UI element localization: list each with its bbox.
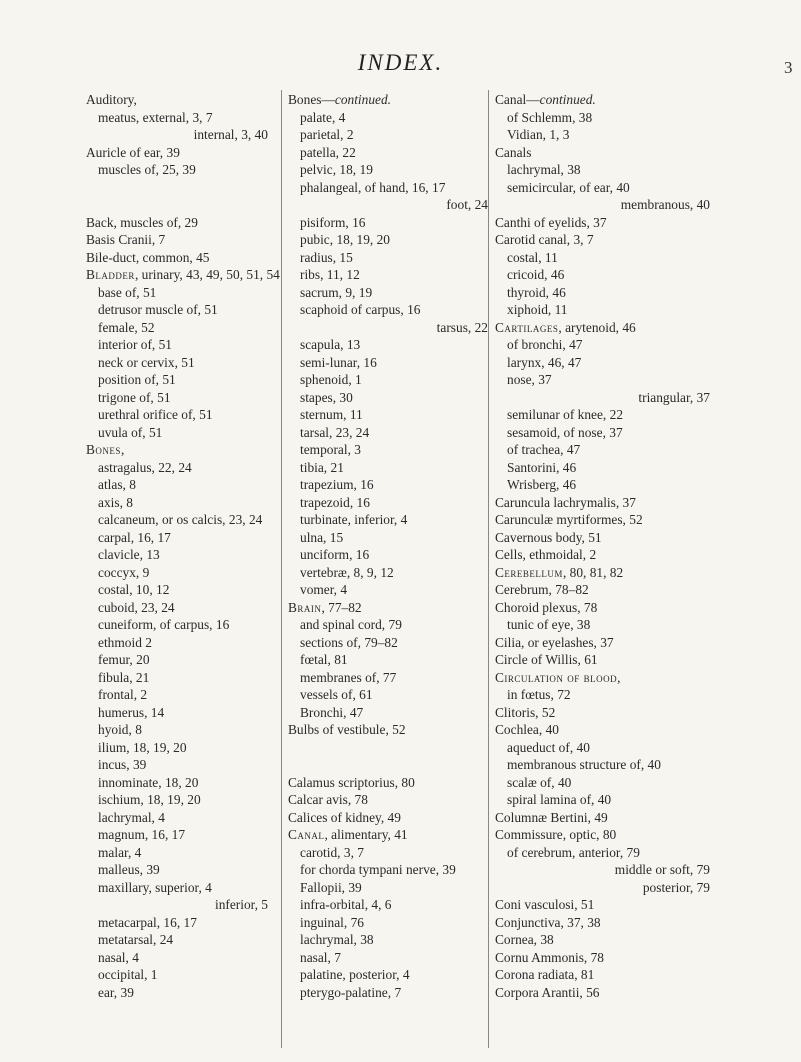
index-subentry: trigone of, 51: [98, 389, 171, 405]
index-subentry: membranous, 40: [620, 197, 710, 212]
index-subentry: meatus, external, 3, 7: [98, 109, 213, 125]
index-subentry: Fallopii, 39: [300, 879, 362, 895]
index-subentry: pterygo-palatine, 7: [300, 984, 402, 1000]
index-heading: Carotid canal, 3, 7: [495, 232, 594, 247]
index-subentry: temporal, 3: [300, 442, 361, 457]
index-subentry: maxillary, superior, 4: [98, 879, 212, 895]
index-subentry: sphenoid, 1: [300, 372, 362, 387]
column-divider: [488, 90, 489, 1048]
index-subentry: nasal, 7: [300, 949, 341, 965]
index-subentry: membranes of, 77: [300, 669, 397, 685]
index-heading: Conjunctiva, 37, 38: [495, 914, 601, 930]
index-subentry: sacrum, 9, 19: [300, 284, 373, 300]
index-subentry: pubic, 18, 19, 20: [300, 232, 391, 247]
index-subentry: cuneiform, of carpus, 16: [98, 617, 230, 632]
index-subentry: calcaneum, or os calcis, 23, 24: [98, 512, 263, 527]
index-subentry: metatarsal, 24: [98, 932, 174, 947]
index-subentry: hyoid, 8: [98, 722, 142, 737]
index-subentry: astragalus, 22, 24: [98, 459, 192, 475]
index-heading: Bones—continued.: [288, 92, 392, 107]
index-subentry: metacarpal, 16, 17: [98, 914, 197, 930]
column-divider: [281, 90, 282, 1048]
index-subentry: semicircular, of ear, 40: [507, 179, 630, 195]
index-subentry: stapes, 30: [300, 389, 353, 405]
index-subentry: middle or soft, 79: [614, 862, 710, 877]
index-subentry: femur, 20: [98, 652, 150, 667]
index-subentry: fœtal, 81: [300, 652, 348, 667]
index-subentry: position of, 51: [98, 372, 176, 387]
index-heading: Cavernous body, 51: [495, 529, 602, 545]
index-subentry: detrusor muscle of, 51: [98, 302, 218, 317]
index-subentry: coccyx, 9: [98, 564, 150, 580]
index-heading: Bladder, urinary, 43, 49, 50, 51, 54: [86, 267, 280, 282]
index-heading: Circle of Willis, 61: [495, 652, 598, 667]
index-heading: Commissure, optic, 80: [495, 827, 617, 842]
index-subentry: malar, 4: [98, 844, 142, 860]
index-heading: Cerebellum, 80, 81, 82: [495, 564, 624, 580]
index-subentry: vessels of, 61: [300, 687, 373, 702]
index-heading: Corona radiata, 81: [495, 967, 595, 982]
index-subentry: lachrymal, 38: [507, 162, 581, 177]
index-subentry: uvula of, 51: [98, 424, 163, 440]
index-heading: Cerebrum, 78–82: [495, 582, 589, 597]
index-subentry: nasal, 4: [98, 949, 139, 965]
index-subentry: cricoid, 46: [507, 267, 565, 282]
index-subentry: for chorda tympani nerve, 39: [300, 862, 456, 877]
index-heading: Calices of kidney, 49: [288, 809, 401, 825]
index-heading: Circulation of blood,: [495, 669, 621, 685]
index-subentry: muscles of, 25, 39: [98, 162, 196, 177]
index-heading: Canthi of eyelids, 37: [495, 214, 607, 230]
index-subentry: cuboid, 23, 24: [98, 599, 175, 615]
index-subentry: lachrymal, 4: [98, 809, 165, 825]
index-subentry: occipital, 1: [98, 967, 158, 982]
index-subentry: costal, 10, 12: [98, 582, 170, 597]
index-subentry: palatine, posterior, 4: [300, 967, 410, 982]
index-subentry: in fœtus, 72: [507, 687, 571, 702]
index-subentry: malleus, 39: [98, 862, 160, 877]
index-subentry: thyroid, 46: [507, 284, 566, 300]
index-subentry: sections of, 79–82: [300, 634, 398, 650]
index-column-2: [288, 91, 488, 1001]
index-heading: Canal—continued.: [495, 92, 596, 107]
index-subentry: ear, 39: [98, 984, 134, 1000]
index-heading: Back, muscles of, 29: [86, 214, 198, 230]
index-heading: Coni vasculosi, 51: [495, 897, 595, 912]
index-heading: Auditory,: [86, 92, 137, 107]
index-heading: Calamus scriptorius, 80: [288, 774, 415, 790]
index-subentry: Bronchi, 47: [300, 704, 364, 720]
index-subentry: inferior, 5: [214, 897, 268, 912]
index-column-1: [86, 91, 280, 1001]
index-column-3: [495, 91, 710, 1001]
index-subentry: ethmoid 2: [98, 634, 152, 650]
index-subentry: palate, 4: [300, 109, 346, 125]
index-heading: Cornu Ammonis, 78: [495, 949, 604, 965]
index-subentry: scapula, 13: [300, 337, 361, 352]
index-subentry: ilium, 18, 19, 20: [98, 739, 187, 755]
page-number: 3: [784, 58, 793, 77]
index-subentry: tarsal, 23, 24: [300, 424, 370, 440]
index-subentry: sesamoid, of nose, 37: [507, 424, 623, 440]
index-heading: Brain, 77–82: [288, 599, 362, 615]
index-subentry: internal, 3, 40: [193, 127, 268, 142]
index-subentry: urethral orifice of, 51: [98, 407, 213, 422]
index-subentry: trapezoid, 16: [300, 494, 370, 510]
index-subentry: ribs, 11, 12: [300, 267, 360, 282]
index-heading: Choroid plexus, 78: [495, 599, 598, 615]
index-subentry: vomer, 4: [300, 582, 348, 597]
index-heading: Auricle of ear, 39: [86, 144, 180, 160]
index-subentry: Vidian, 1, 3: [507, 127, 570, 142]
index-subentry: incus, 39: [98, 757, 147, 772]
index-subentry: of cerebrum, anterior, 79: [507, 844, 640, 860]
index-subentry: spiral lamina of, 40: [507, 792, 612, 807]
index-subentry: turbinate, inferior, 4: [300, 512, 408, 527]
index-subentry: Santorini, 46: [507, 459, 577, 475]
index-subentry: carotid, 3, 7: [300, 844, 364, 860]
index-heading: Bile-duct, common, 45: [86, 249, 210, 265]
index-subentry: costal, 11: [507, 249, 558, 265]
index-subentry: of Schlemm, 38: [507, 109, 593, 125]
index-subentry: neck or cervix, 51: [98, 354, 195, 370]
index-heading: Bones,: [86, 442, 125, 457]
index-subentry: frontal, 2: [98, 687, 148, 702]
index-heading: Bulbs of vestibule, 52: [288, 722, 406, 737]
index-heading: Canal, alimentary, 41: [288, 827, 408, 842]
index-subentry: phalangeal, of hand, 16, 17: [300, 179, 446, 195]
index-heading: Canals: [495, 144, 532, 160]
index-subentry: xiphoid, 11: [507, 302, 568, 317]
index-heading: Cilia, or eyelashes, 37: [495, 634, 614, 650]
index-heading: Carunculæ myrtiformes, 52: [495, 512, 643, 527]
blank-line: [86, 196, 268, 214]
index-subentry: pelvic, 18, 19: [300, 162, 373, 177]
index-subentry: fibula, 21: [98, 669, 150, 685]
index-subentry: sternum, 11: [300, 407, 363, 422]
index-subentry: innominate, 18, 20: [98, 774, 199, 790]
blank-line: [288, 756, 488, 774]
index-subentry: interior of, 51: [98, 337, 173, 352]
index-heading: Cochlea, 40: [495, 722, 559, 737]
index-heading: Columnæ Bertini, 49: [495, 809, 608, 825]
index-subentry: scaphoid of carpus, 16: [300, 302, 421, 317]
index-subentry: patella, 22: [300, 144, 356, 160]
index-subentry: nose, 37: [507, 372, 552, 387]
blank-line: [288, 739, 488, 757]
index-subentry: aqueduct of, 40: [507, 739, 590, 755]
index-subentry: semilunar of knee, 22: [507, 407, 624, 422]
page-title: INDEX.: [357, 50, 444, 75]
index-subentry: and spinal cord, 79: [300, 617, 402, 632]
index-subentry: humerus, 14: [98, 704, 165, 720]
index-subentry: base of, 51: [98, 284, 157, 300]
index-heading: Corpora Arantii, 56: [495, 984, 600, 1000]
index-subentry: of trachea, 47: [507, 442, 581, 457]
index-subentry: pisiform, 16: [300, 214, 366, 230]
index-subentry: scalæ of, 40: [507, 774, 572, 790]
index-subentry: triangular, 37: [638, 389, 710, 405]
index-heading: Cornea, 38: [495, 932, 554, 947]
blank-line: [86, 179, 268, 197]
index-subentry: axis, 8: [98, 494, 133, 510]
index-subentry: trapezium, 16: [300, 477, 374, 492]
index-heading: Basis Cranii, 7: [86, 232, 166, 247]
index-subentry: ischium, 18, 19, 20: [98, 792, 201, 807]
index-subentry: foot, 24: [446, 197, 488, 212]
index-subentry: of bronchi, 47: [507, 337, 583, 352]
index-subentry: tunic of eye, 38: [507, 617, 591, 632]
index-subentry: female, 52: [98, 319, 155, 335]
index-subentry: carpal, 16, 17: [98, 529, 171, 545]
index-subentry: Wrisberg, 46: [507, 477, 577, 492]
index-subentry: ulna, 15: [300, 529, 344, 545]
index-subentry: lachrymal, 38: [300, 932, 374, 947]
index-subentry: atlas, 8: [98, 477, 136, 492]
index-heading: Cartilages, arytenoid, 46: [495, 319, 636, 335]
index-subentry: unciform, 16: [300, 547, 370, 562]
index-subentry: vertebræ, 8, 9, 12: [300, 564, 394, 580]
index-subentry: parietal, 2: [300, 127, 354, 142]
index-heading: Clitoris, 52: [495, 704, 556, 720]
index-subentry: inguinal, 76: [300, 914, 364, 930]
index-heading: Caruncula lachrymalis, 37: [495, 494, 636, 510]
index-subentry: semi-lunar, 16: [300, 354, 377, 370]
index-subentry: magnum, 16, 17: [98, 827, 186, 842]
index-subentry: larynx, 46, 47: [507, 354, 582, 370]
index-subentry: infra-orbital, 4, 6: [300, 897, 392, 912]
index-heading: Cells, ethmoidal, 2: [495, 547, 597, 562]
index-subentry: tibia, 21: [300, 459, 344, 475]
index-subentry: tarsus, 22: [436, 319, 488, 335]
index-subentry: membranous structure of, 40: [507, 757, 661, 772]
index-subentry: radius, 15: [300, 249, 353, 265]
index-heading: Calcar avis, 78: [288, 792, 368, 807]
index-subentry: clavicle, 13: [98, 547, 160, 562]
index-subentry: posterior, 79: [642, 879, 710, 895]
